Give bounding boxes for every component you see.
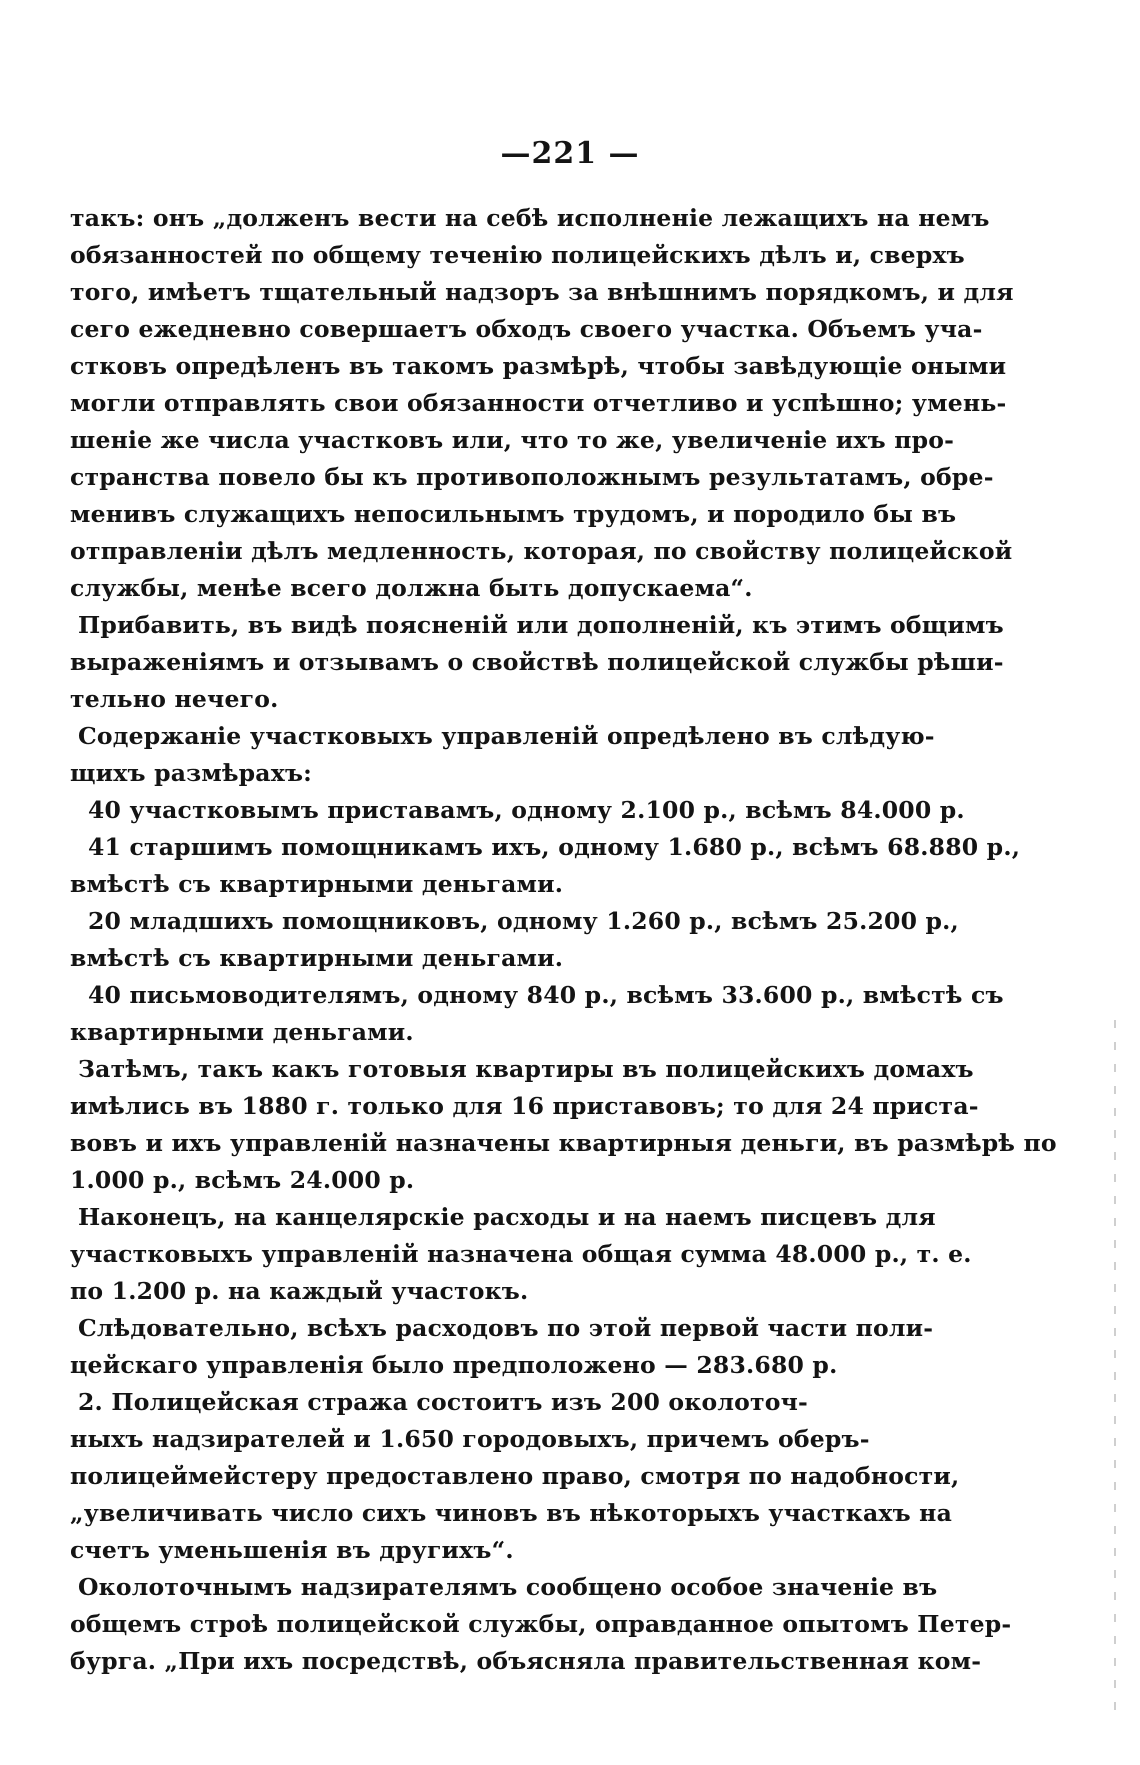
text-line: менивъ служащихъ непосильнымъ трудомъ, и породило бы въ	[70, 500, 957, 528]
text-line: такъ: онъ „долженъ вести на себѣ исполненіе лежащихъ на немъ	[70, 204, 990, 232]
salary-item-line: 20 младшихъ помощниковъ, одному 1.260 р., всѣмъ 25.200 р.,	[88, 907, 959, 935]
text-line: бурга. „При ихъ посредствѣ, объясняла правительственная ком-	[70, 1647, 982, 1675]
text-line: вовъ и ихъ управленій назначены квартирныя деньги, въ размѣрѣ по	[70, 1129, 1057, 1157]
text-line: выраженіямъ и отзывамъ о свойствѣ полицейской службы рѣши-	[70, 648, 1004, 676]
paragraph-start-line: Прибавить, въ видѣ поясненій или дополненій, къ этимъ общимъ	[78, 611, 1004, 639]
text-line: обязанностей по общему теченію полицейскихъ дѣлъ и, сверхъ	[70, 241, 965, 269]
text-line: „увеличивать число сихъ чиновъ въ нѣкоторыхъ участкахъ на	[70, 1499, 953, 1527]
text-line: вмѣстѣ съ квартирными деньгами.	[70, 870, 564, 898]
scan-edge-mark	[1114, 1020, 1116, 1720]
text-line: счетъ уменьшенія въ другихъ“.	[70, 1536, 514, 1564]
text-line: вмѣстѣ съ квартирными деньгами.	[70, 944, 564, 972]
text-line: отправленіи дѣлъ медленность, которая, по свойству полицейской	[70, 537, 1013, 565]
text-line: полицеймейстеру предоставлено право, смотря по надобности,	[70, 1462, 960, 1490]
paragraph-start-line: Наконецъ, на канцелярскіе расходы и на наемъ писцевъ для	[78, 1203, 936, 1231]
text-line: ныхъ надзирателей и 1.650 городовыхъ, причемъ оберъ-	[70, 1425, 870, 1453]
salary-item-line: 40 письмоводителямъ, одному 840 р., всѣмъ 33.600 р., вмѣстѣ съ	[88, 981, 1004, 1009]
text-line: по 1.200 р. на каждый участокъ.	[70, 1277, 529, 1305]
paragraph-start-line: Содержаніе участковыхъ управленій опредѣлено въ слѣдую-	[78, 722, 935, 750]
salary-item-line: 41 старшимъ помощникамъ ихъ, одному 1.680 р., всѣмъ 68.880 р.,	[88, 833, 1021, 861]
text-line: службы, менѣе всего должна быть допускаема“.	[70, 574, 753, 602]
text-line: участковыхъ управленій назначена общая сумма 48.000 р., т. е.	[70, 1240, 972, 1268]
page-text	[70, 200, 1057, 1680]
paragraph-start-line: Слѣдовательно, всѣхъ расходовъ по этой первой части поли-	[78, 1314, 934, 1342]
text-line: сего ежедневно совершаетъ обходъ своего участка. Объемъ уча-	[70, 315, 983, 343]
text-line: могли отправлять свои обязанности отчетливо и успѣшно; умень-	[70, 389, 1007, 417]
paragraph-start-line: Затѣмъ, такъ какъ готовыя квартиры въ полицейскихъ домахъ	[78, 1055, 974, 1083]
paragraph-start-line: Околоточнымъ надзирателямъ сообщено особое значеніе въ	[78, 1573, 938, 1601]
page-number: —221 —	[500, 136, 640, 171]
text-line: тельно нечего.	[70, 685, 279, 713]
text-line: странства повело бы къ противоположнымъ результатамъ, обре-	[70, 463, 994, 491]
salary-item-line: 40 участковымъ приставамъ, одному 2.100 р., всѣмъ 84.000 р.	[88, 796, 965, 824]
text-line: щихъ размѣрахъ:	[70, 759, 313, 787]
text-line: имѣлись въ 1880 г. только для 16 приставовъ; то для 24 приста-	[70, 1092, 979, 1120]
text-line: шеніе же числа участковъ или, что то же, увеличеніе ихъ про-	[70, 426, 955, 454]
text-line: 1.000 р., всѣмъ 24.000 р.	[70, 1166, 415, 1194]
text-line: общемъ строѣ полицейской службы, оправданное опытомъ Петер-	[70, 1610, 1012, 1638]
section-heading-line: 2. Полицейская стража состоитъ изъ 200 околоточ-	[78, 1388, 808, 1416]
text-line: того, имѣетъ тщательный надзоръ за внѣшнимъ порядкомъ, и для	[70, 278, 1014, 306]
text-line: квартирными деньгами.	[70, 1018, 414, 1046]
text-line: цейскаго управленія было предположено — 283.680 р.	[70, 1351, 838, 1379]
text-line: стковъ опредѣленъ въ такомъ размѣрѣ, чтобы завѣдующіе оными	[70, 352, 1007, 380]
